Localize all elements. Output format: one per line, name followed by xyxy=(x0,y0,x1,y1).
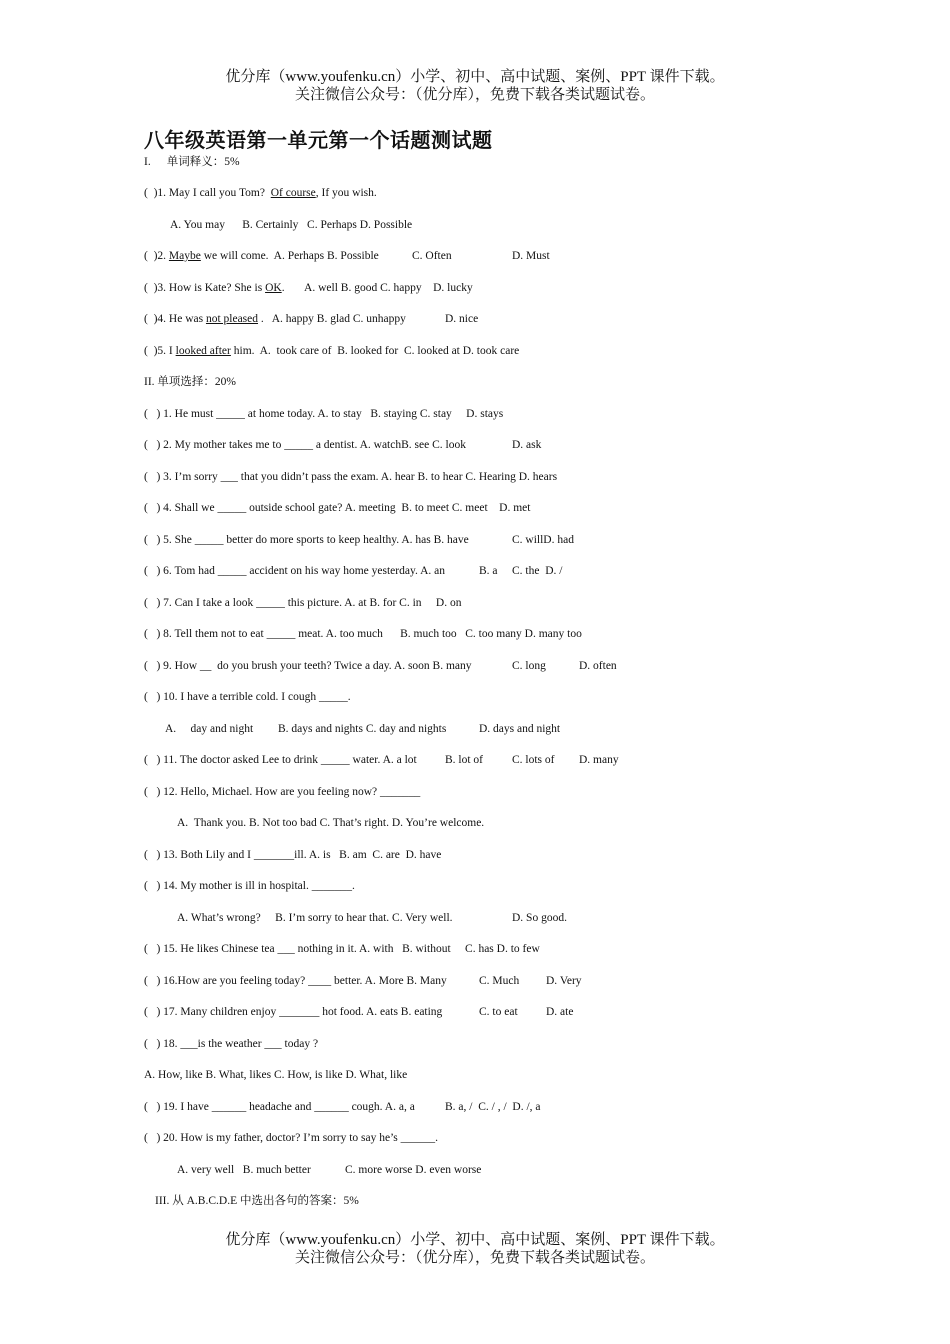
s2-q16-option-d: D. Very xyxy=(546,975,582,987)
s1-q3: ( )3. How is Kate? She is OK. A. well B. good C. happy D. lucky xyxy=(144,282,473,294)
s2-q20-options-ab: A. very well B. much better xyxy=(177,1164,311,1176)
s2-q11-option-c: C. lots of xyxy=(512,754,555,766)
section2-heading: II. 单项选择：20% xyxy=(144,376,236,388)
s2-q10-option-a: A. day and night xyxy=(165,723,254,735)
s2-q6: ( ) 6. Tom had _____ accident on his way home yesterday. A. an xyxy=(144,565,445,577)
s2-q8: ( ) 8. Tell them not to eat _____ meat. A. too much B. much too C. too many D. many too xyxy=(144,628,582,640)
s2-q9: ( ) 9. How __ do you brush your teeth? Twice a day. A. soon B. many xyxy=(144,660,472,672)
s2-q16-option-c: C. Much xyxy=(479,975,520,987)
s2-q2: ( ) 2. My mother takes me to _____ a dentist. A. watchB. see C. look xyxy=(144,439,466,451)
s2-q2-option-d: D. ask xyxy=(512,439,542,451)
s2-q5-options-cd: C. willD. had xyxy=(512,534,574,546)
s2-q16: ( ) 16.How are you feeling today? ____ better. A. More B. Many xyxy=(144,975,447,987)
s1-q4-option-d: D. nice xyxy=(445,313,479,325)
s2-q9-option-c: C. long xyxy=(512,660,546,672)
s2-q6-option-b: B. a xyxy=(479,565,498,577)
s2-q11-option-d: D. many xyxy=(579,754,619,766)
s2-q18-options: A. How, like B. What, likes C. How, is like D. What, like xyxy=(144,1069,408,1081)
s2-q6-options-cd: C. the D. / xyxy=(512,565,563,577)
s2-q14-options-abc: A. What’s wrong? B. I’m sorry to hear that. C. Very well. xyxy=(177,912,453,924)
s2-q17-option-c: C. to eat xyxy=(479,1006,518,1018)
s2-q12-options: A. Thank you. B. Not too bad C. That’s right. D. You’re welcome. xyxy=(177,817,485,829)
s1-q2-option-c: C. Often xyxy=(412,250,452,262)
s2-q11: ( ) 11. The doctor asked Lee to drink _____ water. A. a lot xyxy=(144,754,417,766)
s1-q4: ( )4. He was not pleased . A. happy B. glad C. unhappy xyxy=(144,313,406,325)
section1-heading: I. 单词释义：5% xyxy=(144,156,240,168)
section3-heading: III. 从 A.B.C.D.E 中选出各句的答案：5% xyxy=(155,1195,359,1207)
s1-q1: ( )1. May I call you Tom? Of course, If you wish. xyxy=(144,187,377,199)
header-line-2: 关注微信公众号：（优分库），免费下载各类试题试卷。 xyxy=(294,87,655,103)
s2-q19: ( ) 19. I have ______ headache and ______ cough. A. a, a xyxy=(144,1101,415,1113)
s2-q17-option-d: D. ate xyxy=(546,1006,574,1018)
s2-q14-option-d: D. So good. xyxy=(512,912,567,924)
s2-q14: ( ) 14. My mother is ill in hospital. _______. xyxy=(144,880,355,892)
s2-q12: ( ) 12. Hello, Michael. How are you feeling now? _______ xyxy=(144,786,421,798)
s2-q5: ( ) 5. She _____ better do more sports to keep healthy. A. has B. have xyxy=(144,534,469,546)
s1-q1-options: A. You may B. Certainly C. Perhaps D. Possible xyxy=(170,219,413,231)
s2-q11-option-b: B. lot of xyxy=(445,754,484,766)
s2-q7: ( ) 7. Can I take a look _____ this picture. A. at B. for C. in D. on xyxy=(144,597,462,609)
s2-q10: ( ) 10. I have a terrible cold. I cough _____. xyxy=(144,691,351,703)
footer-line-2: 关注微信公众号：（优分库），免费下载各类试题试卷。 xyxy=(294,1250,655,1266)
footer-line-1: 优分库（www.youfenku.cn）小学、初中、高中试题、案例、PPT 课件下载。 xyxy=(225,1232,725,1248)
s2-q10-option-d: D. days and night xyxy=(479,723,561,735)
s2-q4: ( ) 4. Shall we _____ outside school gate? A. meeting B. to meet C. meet D. met xyxy=(144,502,531,514)
s1-q2: ( )2. Maybe we will come. A. Perhaps B. Possible xyxy=(144,250,379,262)
s2-q9-option-d: D. often xyxy=(579,660,617,672)
s2-q18: ( ) 18. ___is the weather ___ today ? xyxy=(144,1038,319,1050)
s2-q13: ( ) 13. Both Lily and I _______ill. A. is B. am C. are D. have xyxy=(144,849,442,861)
s2-q15: ( ) 15. He likes Chinese tea ___ nothing in it. A. with B. without C. has D. to few xyxy=(144,943,540,955)
s2-q1: ( ) 1. He must _____ at home today. A. to stay B. staying C. stay D. stays xyxy=(144,408,504,420)
s2-q3: ( ) 3. I’m sorry ___ that you didn’t pass the exam. A. hear B. to hear C. Hearing D. hears xyxy=(144,471,558,483)
page-title: 八年级英语第一单元第一个话题测试题 xyxy=(144,128,493,152)
s1-q2-option-d: D. Must xyxy=(512,250,550,262)
s2-q20-options-cd: C. more worse D. even worse xyxy=(345,1164,482,1176)
header-line-1: 优分库（www.youfenku.cn）小学、初中、高中试题、案例、PPT 课件下载。 xyxy=(225,69,725,85)
s1-q5: ( )5. I looked after him. A. took care of B. looked for C. looked at D. took care xyxy=(144,345,520,357)
s2-q19-options-bcd: B. a, / C. / , / D. /, a xyxy=(445,1101,541,1113)
s2-q20: ( ) 20. How is my father, doctor? I’m sorry to say he’s ______. xyxy=(144,1132,439,1144)
s2-q10-options-bc: B. days and nights C. day and nights xyxy=(278,723,447,735)
s2-q17: ( ) 17. Many children enjoy _______ hot food. A. eats B. eating xyxy=(144,1006,443,1018)
